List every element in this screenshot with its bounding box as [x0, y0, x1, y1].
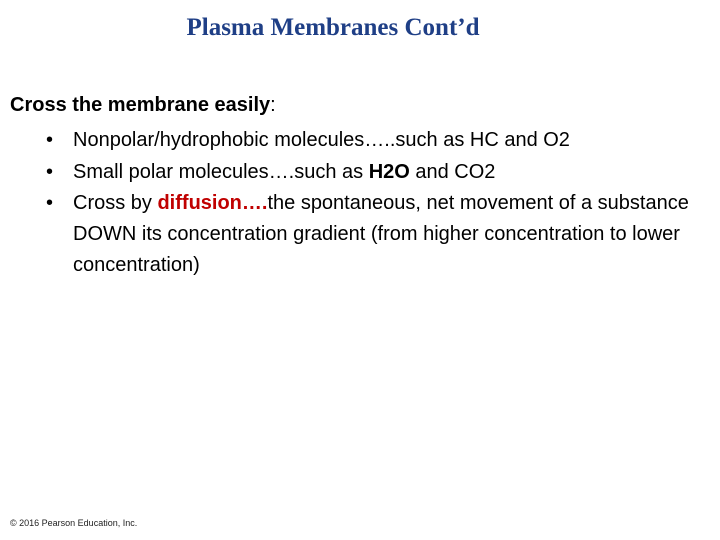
bullet-text-post: and CO2 — [409, 161, 496, 183]
bullet-text-pre: Cross by — [73, 192, 158, 214]
diffusion-highlight: diffusion…. — [157, 192, 268, 214]
intro-lead: Cross the membrane easily — [10, 94, 271, 116]
bullet-item-diffusion — [0, 188, 693, 281]
bullet-item-nonpolar — [0, 124, 693, 156]
bullet-text-bold: H2O — [368, 161, 410, 183]
bullet-marker: • — [46, 192, 54, 214]
bullet-list — [0, 124, 720, 281]
copyright-footer: © 2016 Pearson Education, Inc. — [10, 518, 138, 528]
bullet-item-small-polar — [0, 156, 693, 188]
intro-line — [10, 92, 276, 118]
bullet-marker: • — [46, 161, 54, 183]
slide-title: Plasma Membranes Cont’d — [186, 14, 480, 41]
intro-colon: : — [270, 94, 276, 116]
bullet-text: Nonpolar/hydrophobic molecules…..such as HC and O2 — [73, 129, 570, 151]
bullet-text-post: the spontaneous, net movement of a substance DOWN its concentration gradient (from higher concentration to lower concentration) — [73, 192, 689, 276]
bullet-text-pre: Small polar molecules….such as — [73, 161, 369, 183]
bullet-marker: • — [46, 129, 54, 151]
